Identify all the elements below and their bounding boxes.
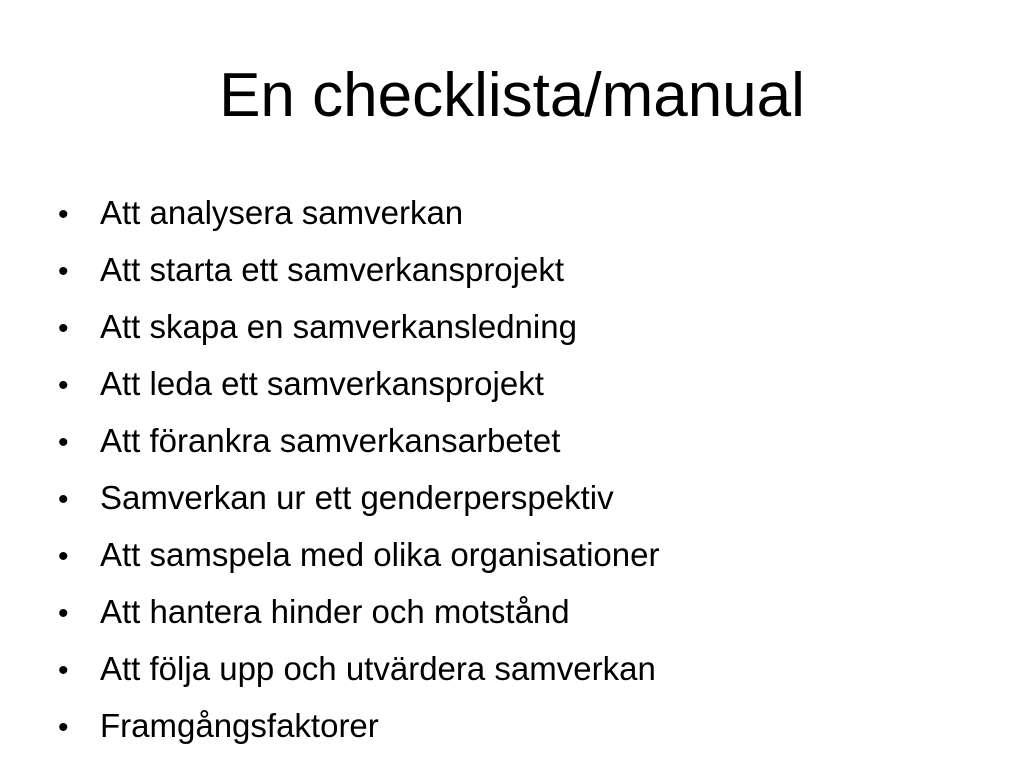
list-item-text: Att följa upp och utvärdera samverkan [100, 650, 656, 687]
bullet-icon: • [58, 198, 69, 231]
list-item [58, 241, 659, 298]
list-item-text: Att förankra samverkansarbetet [100, 422, 561, 459]
list-item-text: Framgångsfaktorer [100, 707, 379, 744]
slide-title: En checklista/manual [219, 61, 805, 130]
bullet-icon: • [58, 483, 69, 516]
bullet-icon: • [58, 654, 69, 687]
list-item-text: Att skapa en samverkansledning [100, 308, 577, 345]
list-item [58, 355, 659, 412]
bullet-list [58, 184, 659, 754]
bullet-icon: • [58, 255, 69, 288]
bullet-icon: • [58, 369, 69, 402]
list-item [58, 526, 659, 583]
list-item-text: Att starta ett samverkansprojekt [100, 251, 565, 288]
list-item-text: Att leda ett samverkansprojekt [100, 365, 544, 402]
list-item-text: Samverkan ur ett genderperspektiv [100, 479, 614, 516]
bullet-icon: • [58, 711, 69, 744]
list-item-text: Att samspela med olika organisationer [100, 536, 660, 573]
list-item-text: Att hantera hinder och motstånd [100, 593, 570, 630]
bullet-icon: • [58, 597, 69, 630]
list-item [58, 184, 659, 241]
bullet-icon: • [58, 426, 69, 459]
list-item [58, 583, 659, 640]
list-item [58, 469, 659, 526]
list-item [58, 298, 659, 355]
list-item [58, 697, 659, 754]
bullet-icon: • [58, 540, 69, 573]
bullet-icon: • [58, 312, 69, 345]
list-item-text: Att analysera samverkan [100, 194, 464, 231]
list-item [58, 640, 659, 697]
list-item [58, 412, 659, 469]
